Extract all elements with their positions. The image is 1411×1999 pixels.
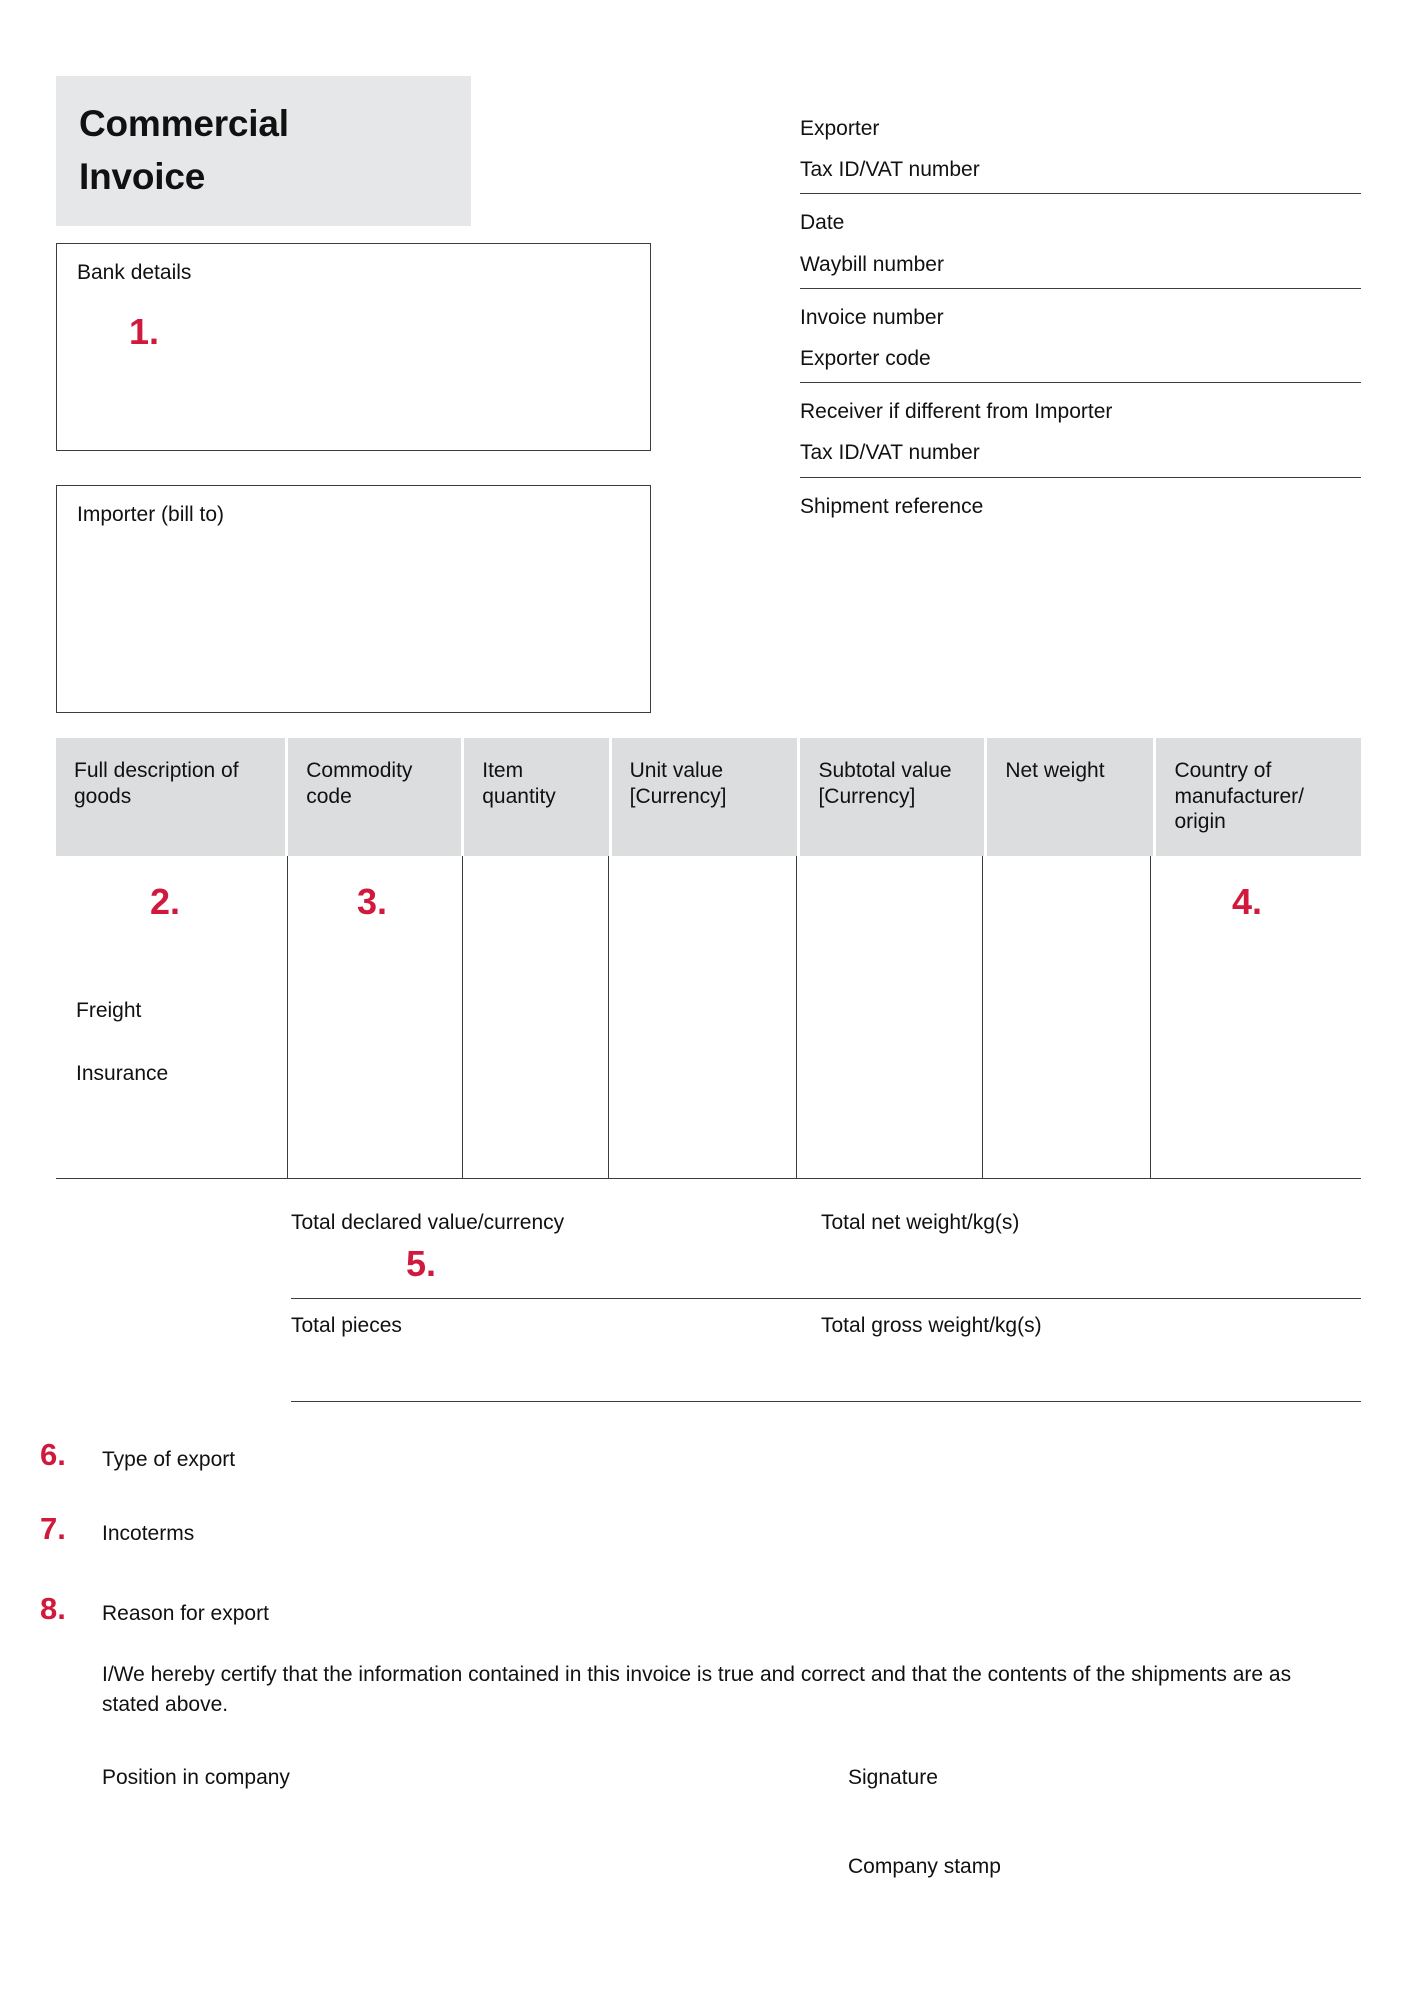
- cell-subtotal-value[interactable]: [797, 856, 983, 1178]
- step-marker-8: 8.: [40, 1591, 66, 1626]
- field-date[interactable]: Date: [800, 211, 845, 235]
- column-header-item-quantity: Item quantity: [464, 738, 608, 856]
- step-marker-7: 7.: [40, 1511, 66, 1546]
- row-label-freight: Freight: [76, 999, 142, 1022]
- bank-details-label: Bank details: [77, 261, 192, 284]
- field-receiver[interactable]: Receiver if different from Importer: [800, 400, 1113, 424]
- column-header-country-of-origin: Country of manufacturer/ origin: [1156, 738, 1361, 856]
- column-header-description: Full description of goods: [56, 738, 285, 856]
- field-receiver-tax-id[interactable]: Tax ID/VAT number: [800, 441, 980, 465]
- field-group-shipment-reference: [800, 478, 1361, 530]
- goods-table: [56, 738, 1361, 1179]
- row-label-insurance: Insurance: [76, 1062, 169, 1085]
- goods-table-header-row: [56, 738, 1361, 856]
- column-header-commodity-code: Commodity code: [288, 738, 461, 856]
- numbered-item-type-of-export[interactable]: [40, 1437, 1370, 1485]
- right-field-column: [800, 100, 1361, 530]
- field-exporter-code[interactable]: Exporter code: [800, 346, 931, 370]
- total-gross-weight-label[interactable]: Total gross weight/kg(s): [821, 1314, 1042, 1337]
- importer-label: Importer (bill to): [77, 503, 225, 526]
- label-reason-for-export: Reason for export: [102, 1602, 269, 1625]
- totals-section: [291, 1196, 1361, 1402]
- field-group-exporter: [800, 100, 1361, 194]
- step-marker-1: 1.: [129, 311, 160, 352]
- goods-table-body-row: [56, 856, 1361, 1179]
- field-exporter[interactable]: Exporter: [800, 117, 880, 140]
- column-header-net-weight: Net weight: [987, 738, 1153, 856]
- totals-row-pieces: [291, 1299, 1361, 1402]
- total-pieces-label[interactable]: Total pieces: [291, 1314, 402, 1337]
- totals-row-declared-value: [291, 1196, 1361, 1299]
- field-waybill-number[interactable]: Waybill number: [800, 252, 944, 276]
- total-net-weight-label[interactable]: Total net weight/kg(s): [821, 1211, 1020, 1234]
- step-marker-6: 6.: [40, 1437, 66, 1472]
- field-group-invoice: [800, 289, 1361, 383]
- certification-statement: I/We hereby certify that the information contained in this invoice is true and correct and that the contents of the shipments are as stated above.: [102, 1663, 1292, 1716]
- label-company-stamp[interactable]: Company stamp: [848, 1855, 1001, 1878]
- label-incoterms: Incoterms: [102, 1522, 195, 1545]
- field-shipment-reference[interactable]: Shipment reference: [800, 494, 984, 518]
- importer-bill-to-box[interactable]: [56, 485, 651, 713]
- total-declared-value-label[interactable]: Total declared value/currency: [291, 1211, 565, 1234]
- page-title-line2: Invoice: [79, 155, 206, 197]
- numbered-item-reason-for-export[interactable]: [40, 1591, 1370, 1639]
- document-title-box: [56, 76, 471, 226]
- label-signature[interactable]: Signature: [848, 1766, 938, 1789]
- cell-net-weight[interactable]: [983, 856, 1151, 1178]
- cell-item-quantity[interactable]: [463, 856, 609, 1178]
- step-marker-2: 2.: [150, 881, 181, 922]
- step-marker-3: 3.: [357, 881, 388, 922]
- cell-unit-value[interactable]: [609, 856, 797, 1178]
- step-marker-5: 5.: [406, 1243, 437, 1284]
- label-type-of-export: Type of export: [102, 1448, 236, 1471]
- step-marker-4: 4.: [1232, 881, 1263, 922]
- field-group-shipment-dates: [800, 194, 1361, 288]
- field-exporter-tax-id[interactable]: Tax ID/VAT number: [800, 158, 980, 182]
- page-title-line1: Commercial: [79, 103, 289, 144]
- field-invoice-number[interactable]: Invoice number: [800, 305, 944, 329]
- numbered-item-incoterms[interactable]: [40, 1511, 1370, 1559]
- column-header-unit-value: Unit value [Currency]: [612, 738, 798, 856]
- label-position-in-company[interactable]: Position in company: [102, 1766, 290, 1789]
- column-header-subtotal-value: Subtotal value [Currency]: [800, 738, 984, 856]
- field-group-receiver: [800, 383, 1361, 477]
